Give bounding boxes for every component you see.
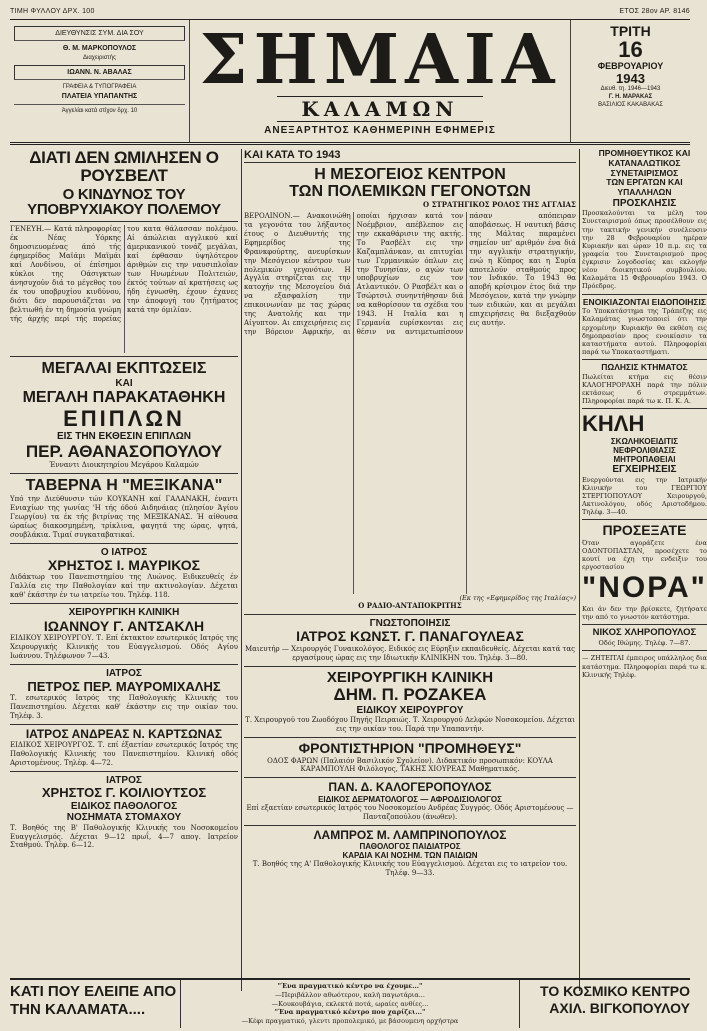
issue-daynum: 16	[618, 37, 643, 62]
column-left	[10, 149, 238, 991]
ad-antsakli	[10, 607, 238, 661]
ad-prometheus-body: ΟΔΟΣ ΦΑΡΩΝ (Παλαιόν Βασιλικόν Σχολείον). Διδακτικόν προσωπικόν: ΚΟΥΛΑ ΚΑΡΑΜΠΟΥΛΗ Φιλόλογος, ΤΑΚΗΣ ΧΙΟΥΡΕΑΣ Μαθηματικός.	[267, 756, 553, 774]
top-line	[10, 8, 690, 15]
banner-left-line1: ΚΑΤΙ ΠΟΥ ΕΛΕΙΠΕ ΑΠΟ	[10, 983, 177, 1000]
bottom-banner-ad	[10, 978, 690, 1026]
issue-month: ΦΕΒΡΟΥΑΡΙΟΥ	[597, 61, 664, 71]
ad-kalogeropoulos-specialty: ΕΙΔΙΚΟΣ ΔΕΡΜΑΤΟΛΟΓΟΣ — ΑΦΡΟΔΙΣΙΟΛΟΓΟΣ	[318, 794, 502, 804]
newspaper-title: ΣΗΜΑΙΑ	[199, 20, 561, 100]
administrator-name: ΙΩΑΝΝ. Ν. ΑΒΑΛΑΣ	[14, 65, 185, 80]
columns	[10, 148, 707, 991]
divider	[244, 737, 576, 738]
banner-mid-line5: —Κέφι πραγματικό, γλεντι προπολεμικό, με βάσουμενη ορχήστρα	[241, 1017, 459, 1026]
banner-right-line1: ΤΟ ΚΟΣΜΙΚΟ ΚΕΝΤΡΟ	[540, 983, 690, 999]
banner-left	[10, 980, 180, 1028]
divider	[10, 664, 238, 665]
notice-coop-heading: ΠΡΟΣΚΛΗΣΙΣ	[612, 197, 677, 209]
administrator-label: Διαχειριστής	[82, 54, 116, 61]
ad-panagouleas	[244, 618, 576, 663]
divider	[244, 666, 576, 667]
ad-panagouleas-pre: ΓΝΩΣΤΟΠΟΙΗΣΙΣ	[369, 617, 451, 629]
ad-rozakea-specialty: ΕΙΔΙΚΟΥ ΧΕΙΡΟΥΡΓΟΥ	[356, 704, 464, 716]
notice-sale-body: Πωλείται κτήμα εις θέσιν ΚΑΛΟΓΗΡΟΡΑΧΗ παρά την πόλιν εκτάσεως 6 στρεμμάτων. Πληροφορίαι παρά τω κ. Π. Κ. Α.	[582, 372, 707, 406]
column-rule	[579, 149, 580, 991]
issue-label: ΕΤΟΣ 28ον ΑΡ. 8146	[619, 8, 690, 15]
divider	[582, 294, 707, 295]
ad-nora-body: Όταν αγοράζετε ένα ΟΔΟΝΤΟΠΑΣΤΑΝ, προσέχετε το κουτί να έχη την ενδειξιν του εργοστασίου	[582, 538, 707, 571]
banner-right-line2: ΑΧΙΛ. ΒΙΓΚΟΠΟΥΛΟΥ	[549, 999, 690, 1016]
ad-koilioutsos-specialty2: ΝΟΣΗΜΑΤΑ ΣΤΟΜΑΧΟΥ	[66, 812, 182, 824]
banner-mid-line2: —Περιβάλλον αθωότερον, καλή παγωτάρια...	[275, 990, 425, 999]
ad-koilioutsos-specialty: ΕΙΔΙΚΟΣ ΠΑΘΟΛΟΓΟΣ	[70, 800, 178, 812]
newspaper-tagline: ΑΝΕΞΑΡΤΗΤΟΣ ΚΑΘΗΜΕΡΙΝΗ ΕΦΗΜΕΡΙΣ	[264, 125, 496, 136]
ad-rozakea-name: ΔΗΜ. Π. ΡΟΖΑΚΕΑ	[333, 685, 487, 705]
ad-clinic-body: Ενεργούνται εις την Ιατρικήν Κλινικήν του ΓΕΩΡΓΙΟΥ ΣΤΕΡΓΙΟΠΟΥΛΟΥ Χειρουργού, Ακτινολόγου, οδός Αριστοδήμου. Τηλέφ. 3—40.	[582, 475, 707, 517]
ad-chloropoulos-body: Οδός Ιθώμης. Τηλέφ. 7—87.	[598, 639, 691, 648]
price-label: ΤΙΜΗ ΦΥΛΛΟΥ ΔΡΧ. 100	[10, 8, 95, 15]
ad-kalogeropoulos-body: Επί εξαετίαν εσωτερικός Ιατρός του Νοσοκομείου Ανδρέας Συγγρός. Οδός Αριστομένους — Πανταζοπούλου (άνωθεν).	[246, 803, 574, 821]
column-center	[244, 149, 576, 991]
divider	[582, 519, 707, 520]
ad-clinic-title: ΚΗΛΗ	[582, 411, 645, 437]
classified-wanted: — ΖΗΤΕΙΤΑΙ έμπειρος υπάλληλος δια κατάστημα. Πληροφορίαι παρά τω κ. Κλινικής Τηλέφ.	[582, 654, 707, 679]
ad-mavrikos-name: ΧΡΗΣΤΟΣ Ι. ΜΑΥΡΙΚΟΣ	[47, 557, 201, 574]
ad-rozakea-body: Τ. Χειρουργού του Ζωοδόχου Πηγής Πειραιώς. Τ. Χειρουργού Δελφών Νοσοκομείου. Δέχεται εις την οικίαν του. Παρά την Υπαπαντήν.	[245, 716, 575, 734]
ad-kartsonas	[10, 728, 238, 768]
direction-line: ΔΙΕΥΘΥΝΣΙΣ ΣΥΜ. ΔΙΑ ΣΟΥ	[14, 26, 185, 41]
divider	[582, 650, 707, 651]
ad-panagouleas-body: Μαιευτήρ — Χειρουργός Γυναικολόγος. Ειδικός εις Εύρηξιν εκπαιδευθείς. Δέχεται κατά τας εργασίμους ώρας εις την Ιδιωτικήν ΚΛΙΝΙΚΗΝ του. Τηλέφ. 3—80.	[244, 644, 576, 662]
article-med-headline2: ΤΩΝ ΠΟΛΕΜΙΚΩΝ ΓΕΓΟΝΟΤΩΝ	[289, 183, 531, 201]
ad-antsakli-body: ΕΙΔΙΚΟΥ ΧΕΙΡΟΥΡΓΟΥ. Τ. Επί έκτακτον εσωτερικός Ιατρός της Χειρουργικής Κλινικής του Εύαγγελισμού. Οδός Αγίου Ιωάννου. Τηλέφωνον 7—43.	[10, 634, 238, 661]
divider	[582, 624, 707, 625]
ad-nora-body2: Και άν δεν την βρίσκετε, ζητήσατε την από το γνωστόν κατάστημα.	[582, 605, 707, 622]
banner-mid-line1: "Ένα πραγματικό κέντρο να έχουμε..."	[277, 982, 423, 990]
banner-middle	[180, 980, 520, 1028]
masthead	[10, 19, 690, 145]
column-rule	[241, 149, 242, 991]
ad-panagouleas-name: ΙΑΤΡΟΣ ΚΩΝΣΤ. Γ. ΠΑΝΑΓΟΥΛΕΑΣ	[296, 628, 524, 645]
ad-mavromichalis-pre: ΙΑΤΡΟΣ	[106, 668, 142, 680]
notice-sale-title: ΠΩΛΗΣΙΣ ΚΤΗΜΑΤΟΣ	[601, 362, 688, 373]
notice-rent-body: Το Υποκατάστημα της Τράπεζης εις Καλαμάτας γνωστοποιεί ότι την ερχομένην Κυριακήν θα εκθέση εις δημοπρασίαν προς ενοικίασιν τα καταστήματα αυτού. Πληροφορίαι παρά τω Υποκαταστήματι.	[582, 307, 707, 356]
right-line-3: ΒΑΣΙΛΙΟΣ ΚΑΚΑΒΑΚΑΣ	[598, 101, 663, 108]
issue-year: 1943	[616, 71, 645, 86]
issue-day: ΤΡΙΤΗ	[610, 23, 651, 39]
ad-furniture-line1: ΜΕΓΑΛΑΙ ΕΚΠΤΩΣΕΙΣ	[41, 360, 207, 378]
ad-kalogeropoulos	[244, 781, 576, 821]
divider	[10, 543, 238, 544]
ad-prometheus-title: ΦΡΟΝΤΙΣΤΗΡΙΟΝ "ΠΡΟΜΗΘΕΥΣ"	[298, 740, 522, 757]
ad-koilioutsos-name: ΧΡΗΣΤΟΣ Γ. ΚΟΙΛΙΟΥΤΣΟΣ	[41, 785, 207, 801]
notice-coop-subtitle: ΤΩΝ ΕΡΓΑΤΩΝ ΚΑΙ ΥΠΑΛΛΗΛΩΝ	[606, 177, 683, 198]
banner-right	[520, 980, 690, 1028]
ad-antsakli-name: ΙΩΑΝΝΟΥ Γ. ΑΝΤΣΑΚΛΗ	[43, 617, 205, 634]
ad-lamprinopoulos-body: Τ. Βοηθός της Α' Παθολογικής Κλινικής του Εύαγγελισμού. Δέχεται εις το ιατρείον του. Τηλέφ. 9—33.	[252, 860, 568, 878]
divider	[10, 724, 238, 725]
newspaper-subtitle: ΚΑΛΑΜΩΝ	[277, 96, 482, 122]
ad-kartsonas-body: ΕΙΔΙΚΟΣ ΧΕΙΡΟΥΡΓΟΣ. Τ. επί έξαετίαν εσωτερικός Ιατρός της Παθολογικής Κλινικής του Πανεπιστημίου. Κλινική οδός Αριστομένους. Τηλέφ. 4—72.	[10, 740, 238, 767]
ad-rozakea-title: ΧΕΙΡΟΥΡΓΙΚΗ ΚΛΙΝΙΚΗ	[326, 668, 494, 686]
divider	[244, 825, 576, 826]
ad-taverna-title: ΤΑΒΕΡΝΑ Η "ΜΕΞΙΚΑΝΑ"	[25, 477, 223, 495]
ad-mavromichalis	[10, 668, 238, 721]
ad-koiliουtsos	[10, 775, 238, 851]
banner-left-line2: ΤΗΝ ΚΑΛΑΜΑΤΑ....	[10, 1001, 146, 1018]
article-med-body: ΒΕΡΟΛΙΝΟΝ.— Ανακοινώθη τα γεγονότα του λήξαντος έτους ο Διευθυντής της Εφημερίδος της Φρανκφούρτης, ανευρίσκων την Μεσόγειον κέντρον των πολεμικών γεγονότων. Η Αγγλία στηρίζεται εις την κατοχήν της Μεσογείου διά να εξασφαλίση την επικοινωνίαν με τας χώρας της Ανατολής και την Αίγυπτον. Αι επιχειρήσεις εις την Βόρειον Αφρικήν, αι οποίαι ήρχισαν κατά τον Νοέμβριον, απέβλεπον εις την εκκαθάρισιν της ακτής. Το Ρασβέλτ εις την Καζαμπλάνκαν, αι επιτυχίαι των Γερμανικών όπλων εις την Τυνησίαν, ο αγών των υποβρυχίων εις τον Ατλαντικόν. Ο Ρασβέλτ και ο Τσώρτσιλ συνηντήθησαν διά να καθορίσουν τα σχέδια του 1943. Η Ιταλία και η Γερμανία ευρίσκονται εις θέσιν να αντιμετωπίσουν πάσαν απόπειραν αποβάσεως. Η ναυτική βάσις της Μάλτας παραμένει σημείον υπ' αριθμόν ένα διά την αγγλικήν στρατηγικήν, ενώ η Κύπρος και η Συρία αποτελούν σταθμούς προς τον Ινδικόν. Το 1943 θα αποβή κρίσιμον έτος διά την Μεσόγειον, κατά την γνώμην των ειδικών, και αι μεγάλαι επιχειρήσεις θα διεξαχθούν εις αυτήν.	[244, 211, 576, 337]
ad-koilioutsos-body: Τ. Βοηθός της Β' Παθολογικής Κλινικής του Νοσοκομείου Ευαγγελισμός. Δέχεται 9—12 πρωΐ, 4—7 απογ. Ιατρείον Σταθμού. Τηλέφ. 6—12.	[10, 823, 238, 850]
article-med-headline: Η ΜΕΣΟΓΕΙΟΣ ΚΕΝΤΡΟΝ	[314, 165, 506, 183]
article-roosevelt-subheadline: Ο ΚΙΝΔΥΝΟΣ ΤΟΥ ΥΠΟΒΡΥΧΙΑΚΟΥ ΠΟΛΕΜΟΥ	[27, 185, 221, 219]
ad-furniture-line2: ΚΑΙ	[115, 377, 133, 389]
divider	[10, 221, 238, 222]
masthead-center	[190, 20, 570, 142]
ad-mavromichalis-body: Τ. εσωτερικός Ιατρός της Παθολογικής Κλινικής του Πανεπιστημίου. Δέχεται καθ' έκάστην εις την οικίαν του. Τηλέφ. 3.	[10, 693, 238, 720]
divider	[10, 771, 238, 772]
ad-mavromichalis-name: ΠΕΤΡΟΣ ΠΕΡ. ΜΑΥΡΟΜΙΧΑΛΗΣ	[27, 678, 221, 694]
ad-chloropoulos-name: ΝΙΚΟΣ ΧΛΗΡΟΠΟΥΛΟΣ	[592, 627, 697, 639]
article-med-kicker: ΚΑΙ ΚΑΤΑ ΤΟ 1943	[244, 149, 576, 163]
offices-address: ΠΛΑΤΕΙΑ ΥΠΑΠΑΝΤΗΣ	[61, 92, 138, 100]
masthead-left	[10, 20, 190, 142]
divider	[244, 777, 576, 778]
divider	[244, 614, 576, 615]
ad-clinic-heading: ΕΓΧΕΙΡΗΣΕΙΣ	[612, 464, 677, 476]
column-right	[582, 149, 707, 991]
divider	[582, 359, 707, 360]
divider	[10, 473, 238, 474]
article-med-byline: Ο ΡΑΔΙΟ-ΑΝΤΑΠΟΚΡΙΤΗΣ	[358, 600, 462, 610]
offices-label: ΓΡΑΦΕΙΑ & ΤΥΠΟΓΡΑΦΕΙΑ	[62, 84, 137, 91]
ad-taverna-body: Υπό την Διεύθυνσιν τών ΚΟΥΚΑΝΗ καί ΓΑΛΑΝΑΚΗ, έναντι Ενιαχίων της γωνίας 'Η τής όδού Αιδηνάιας (πλησίον Άγίου Γεωργίου) τα έκ τής βιτρίνας της ΜΕΞΙΚΑΝΑΣ. Ή αίθουσα ώραίως διακοσμημένη, τρίκλινα, φαγητά της ώρας, ψητά, σουβλάκια. Τιμαί συγκαταβατικαί.	[10, 494, 238, 539]
ad-mavrikos-pre: Ο ΙΑΤΡΟΣ	[100, 546, 148, 558]
banner-mid-line4: "Ένα πραγματικό κέντρο που χαρίζει..."	[274, 1008, 426, 1017]
ad-mavrikos-body: Διδάκτωρ του Πανεπιστημίου της Λυώνος. Ειδικευθείς έν Γαλλία εις την Παθολογίαν καί την ακτινολογίαν. Δέχεται καθ' έκάστην έν τω ιατρείω του. Τηλέφ. 118.	[10, 573, 238, 600]
ad-koilioutsos-pre: ΙΑΤΡΟΣ	[106, 774, 142, 786]
ad-nora-heading: ΠΡΟΣΕΞΑΤΕ	[602, 522, 687, 539]
masthead-right	[570, 20, 690, 142]
ad-furniture-note: Ένναντι Διοικητηρίου Μεγάρου Καλαμών	[49, 461, 199, 470]
divider	[10, 603, 238, 604]
ad-lamprinopoulos	[244, 829, 576, 878]
ad-rozakea	[244, 670, 576, 735]
right-line-1: Διευθ. τη. 1946—1943	[600, 86, 661, 92]
ad-lamprinopoulos-specialty: ΠΑΘΟΛΟΓΟΣ ΠΑΙΔΙΑΤΡΟΣ	[359, 841, 461, 851]
article-med-source: (Εκ της «Εφημερίδος της Ιταλίας»)	[459, 593, 576, 602]
director-name: Θ. Μ. ΜΑΡΚΟΠΟΥΛΟΣ	[62, 45, 137, 53]
ad-nora-brand: "ΝΟΡΑ"	[582, 571, 707, 605]
ad-antsakli-title: ΧΕΙΡΟΥΡΓΙΚΗ ΚΛΙΝΙΚΗ	[68, 607, 180, 619]
ad-furniture-line3: ΜΕΓΑΛΗ ΠΑΡΑΚΑΤΑΘΗΚΗ	[22, 389, 226, 407]
ad-mavrikos	[10, 547, 238, 601]
banner-mid-line3: —Κουκουβάγια, εκλεκτά ποτά, ωραίες ανθίες...	[271, 999, 429, 1008]
article-roosevelt-headline: ΔΙΑΤΙ ΔΕΝ ΩΜΙΛΗΣΕΝ Ο ΡΟΥΣΒΕΛΤ	[29, 148, 219, 185]
article-roosevelt-body: ΓΕΝΕΥΗ.— Κατά πληροφορίας έκ Νέας Υόρκης δημοσιευομένας άπό τής έφημερίδος Μαϊάμι Μαϊμάι καί Λονδίνου, οί έπίσημοι κύκλοι της Οάσιγκτων άνησυχούν διά το μέγεθος του έκ του υποβρυχίου κινδύνου, διότι δεν παρουσιάζεται να βελτιωθή έν τη δημοσία γνώμη τής άρχής περί τής πορείας του κατα θάλασσαν πολέμου. Αί άπώλειαι αγγλικού καί άμερικανικού τονάζ μεγάλαι, καί έφθασαν ύψηλότερον άριθμών εις την ναυσιπλοΐαν των Ηνωμένων Πολιτειών, έκτός τούτων αί κρατήσεις ως ήδη έγνωσθη, έχουν έχανες την άποφυγή του ζητήματος κατά την όμιλίαν.	[10, 225, 238, 323]
ads-rate: Άγγελίαι κατά στίχον δρχ. 10	[14, 104, 185, 115]
ad-furniture-line4: ΕΠΙΠΛΩΝ	[63, 405, 185, 431]
ad-kalogeropoulos-name: ΠΑΝ. Δ. ΚΑΛΟΓΕΡΟΠΟΥΛΟΣ	[328, 780, 492, 795]
notice-coop-body: Προσκαλούνται τα μέλη του Συνεταιρισμού όπως προσέλθουν εις την τακτικήν γενικήν συνέλευσιν την 28 Φεβρουαρίου ημέραν Κυριακήν και ώραν 10 π.μ. εις τα γραφεία του Συνεταιρισμού προς έγκρισιν λογοδοσίας και εκλογήν νέου διοικητικού συμβουλίου. Καλαμάτα 15 Φεβρουαρίου 1943. Ο Πρόεδρος.	[582, 209, 707, 291]
ad-clinic-subtitle: ΣΚΩΛΗΚΟΕΙΔΙΤΙΣ ΝΕΦΡΟΛΙΘΙΑΣΙΣ ΜΗΤΡΟΠΑΘΕΙΑΙ	[610, 436, 679, 464]
ad-furniture	[10, 360, 238, 470]
ad-furniture-line5: ΕΙΣ ΤΗΝ ΕΚΘΕΣΙΝ ΕΠΙΠΛΩΝ	[56, 431, 192, 443]
article-med-subhead: Ο ΣΤΡΑΤΗΓΙΚΟΣ ΡΟΛΟΣ ΤΗΣ ΑΓΓΛΙΑΣ	[423, 199, 576, 209]
ad-taverna	[10, 477, 238, 539]
divider	[582, 408, 707, 409]
notice-rent-title: ΕΝΟΙΚΙΑΖΟΝΤΑΙ ΕΙΔΟΠΟΙΗΣΙΣ	[582, 296, 707, 307]
notice-coop-title: ΠΡΟΜΗΘΕΥΤΙΚΟΣ ΚΑΙ ΚΑΤΑΝΑΛΩΤΙΚΟΣ ΣΥΝΕΤΑΙΡΙΣΜΟΣ	[598, 148, 691, 178]
ad-prometheus	[244, 741, 576, 774]
divider	[10, 356, 238, 357]
right-line-2: Γ. Η. ΜΑΡΑΚΑΣ	[608, 93, 653, 100]
ad-lamprinopoulos-specialty2: ΚΑΡΔΙΑ ΚΑΙ ΝΟΣΗΜ. ΤΩΝ ΠΑΙΔΙΩΝ	[342, 851, 478, 861]
ad-lamprinopoulos-name: ΛΑΜΠΡΟΣ Μ. ΛΑΜΠΡΙΝΟΠΟΥΛΟΣ	[313, 827, 507, 842]
ad-furniture-line6: ΠΕΡ. ΑΘΑΝΑΣΟΠΟΥΛΟΥ	[25, 441, 223, 461]
ad-kartsonas-name: ΙΑΤΡΟΣ ΑΝΔΡΕΑΣ Ν. ΚΑΡΤΣΩΝΑΣ	[25, 726, 223, 741]
